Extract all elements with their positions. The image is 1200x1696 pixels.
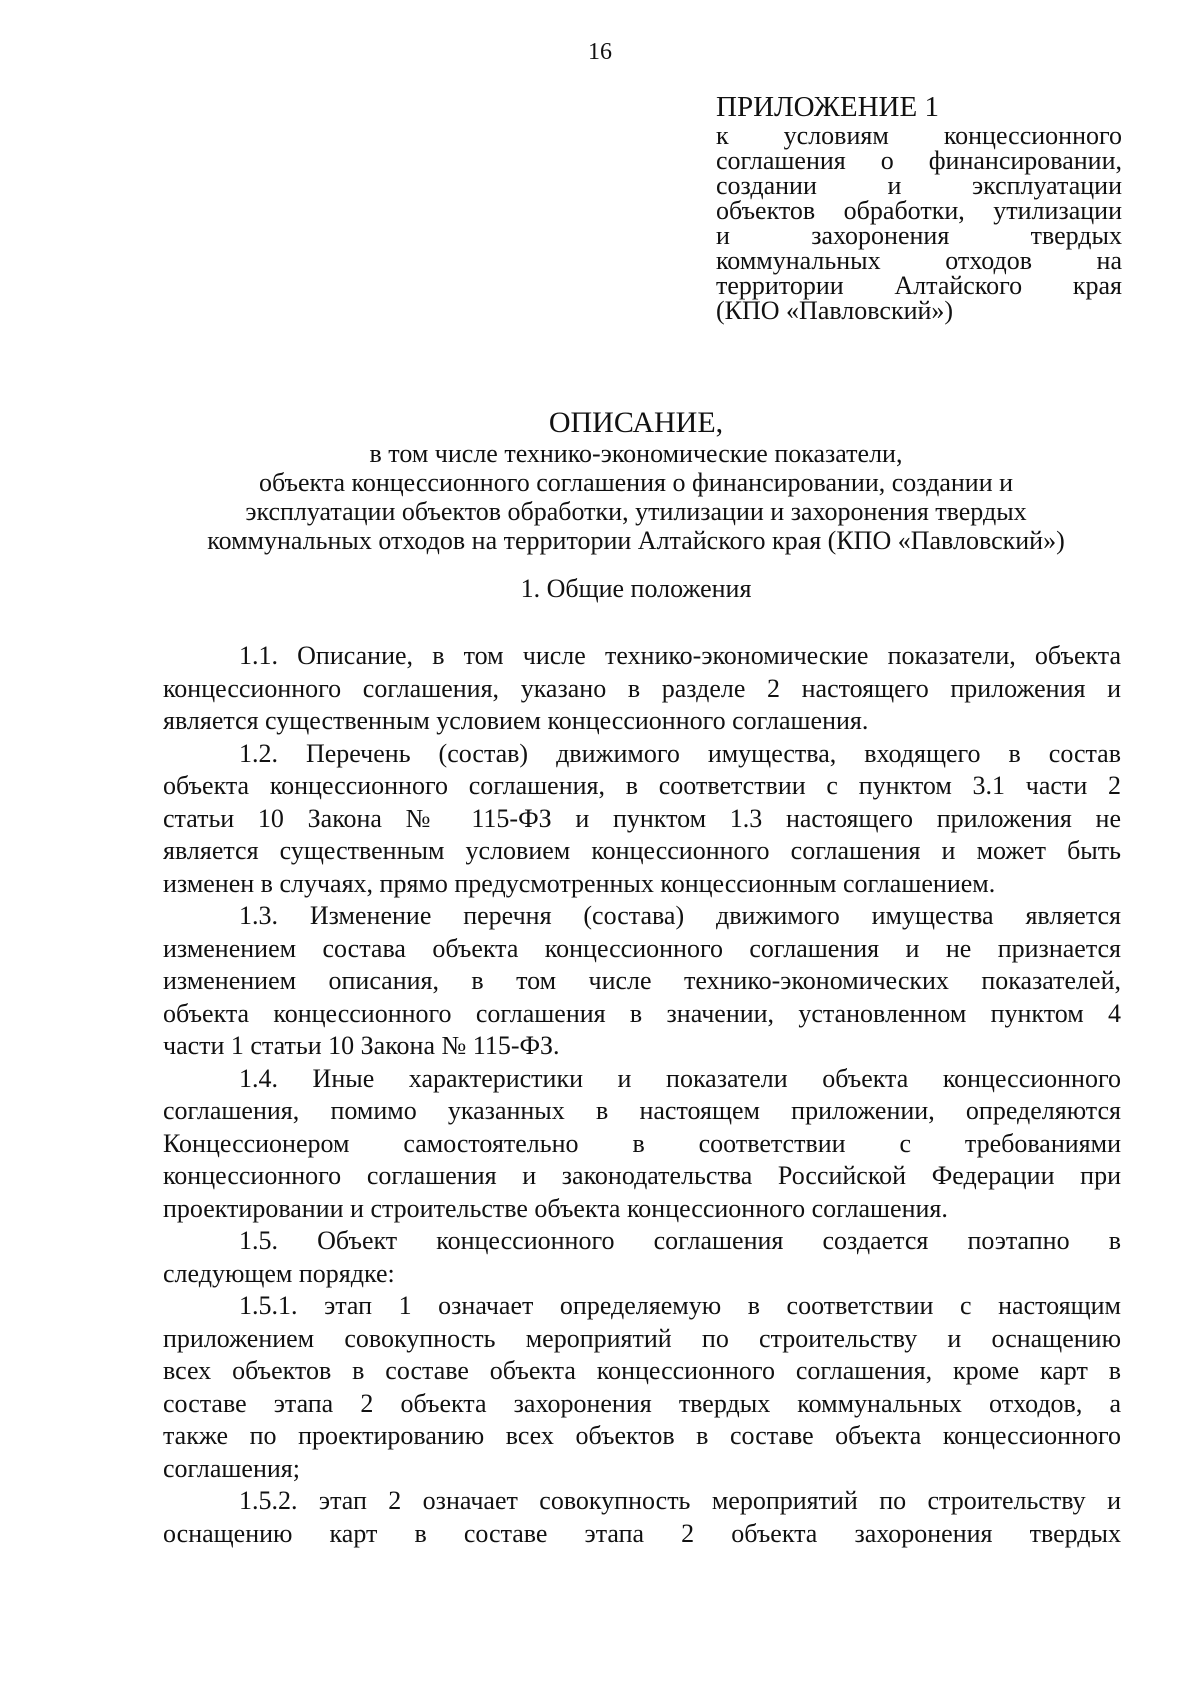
paragraph-line: всех объектов в составе объекта концессионного соглашения, кроме карт в xyxy=(163,1356,1121,1385)
paragraph-line: объекта концессионного соглашения, в соответствии с пунктом 3.1 части 2 xyxy=(163,771,1121,800)
paragraph-1-5-1 xyxy=(163,1290,1121,1485)
paragraph-line: оснащению карт в составе этапа 2 объекта захоронения твердых xyxy=(163,1518,1121,1548)
heading-line: объекта концессионного соглашения о финансировании, создании и xyxy=(258,468,1014,497)
page-number: 16 xyxy=(588,39,612,65)
paragraph-1-5 xyxy=(163,1225,1121,1290)
paragraph-line: соглашения, помимо указанных в настоящем приложении, определяются xyxy=(163,1096,1121,1125)
paragraph-line: 1.2. Перечень (состав) движимого имущества, входящего в состав xyxy=(239,738,1121,768)
paragraph-line: является существенным условием концессионного соглашения. xyxy=(163,706,869,735)
appendix-line: к условиям концессионного xyxy=(716,121,1122,150)
paragraph-line: 1.3. Изменение перечня (состава) движимого имущества является xyxy=(239,901,1121,930)
paragraph-1-5-2 xyxy=(163,1485,1121,1550)
paragraph-1-4 xyxy=(163,1063,1121,1226)
paragraph-1-1 xyxy=(163,640,1121,738)
paragraph-line: концессионного соглашения и законодательства Российской Федерации при xyxy=(163,1161,1121,1190)
paragraph-1-3 xyxy=(163,900,1121,1063)
paragraph-1-2 xyxy=(163,738,1121,901)
appendix-block xyxy=(716,91,1122,323)
paragraph-line: является существенным условием концессионного соглашения и может быть xyxy=(163,836,1121,865)
paragraph-line: изменением состава объекта концессионного соглашения и не признается xyxy=(163,933,1121,963)
paragraph-line: части 1 статьи 10 Закона № 115-ФЗ. xyxy=(163,1031,560,1060)
appendix-line: (КПО «Павловский») xyxy=(716,296,954,325)
document-heading xyxy=(150,406,1122,555)
heading-line: эксплуатации объектов обработки, утилизации и захоронения твердых xyxy=(245,497,1027,526)
paragraph-line: соглашения; xyxy=(163,1453,300,1483)
paragraph-line: 1.5.1. этап 1 означает определяемую в соответствии с настоящим xyxy=(239,1291,1121,1320)
body-text xyxy=(163,640,1121,1550)
appendix-line: соглашения о финансировании, xyxy=(716,146,1122,175)
heading-title: ОПИСАНИЕ, xyxy=(548,406,724,439)
heading-line: в том числе технико-экономические показатели, xyxy=(369,439,903,468)
paragraph-line: изменением описания, в том числе технико-экономических показателей, xyxy=(163,966,1121,995)
paragraph-line: Концессионером самостоятельно в соответствии с требованиями xyxy=(163,1128,1121,1158)
paragraph-line: составе этапа 2 объекта захоронения твердых коммунальных отходов, а xyxy=(163,1388,1121,1418)
paragraph-line: статьи 10 Закона № 115-ФЗ и пунктом 1.3 настоящего приложения не xyxy=(163,803,1121,833)
paragraph-line: концессионного соглашения, указано в разделе 2 настоящего приложения и xyxy=(163,673,1121,703)
paragraph-line: изменен в случаях, прямо предусмотренных концессионным соглашением. xyxy=(163,868,996,898)
paragraph-line: 1.5. Объект концессионного соглашения создается поэтапно в xyxy=(239,1226,1121,1255)
paragraph-line: проектировании и строительстве объекта концессионного соглашения. xyxy=(163,1193,948,1223)
paragraph-line: объекта концессионного соглашения в значении, установленном пунктом 4 xyxy=(163,998,1121,1028)
paragraph-line: также по проектированию всех объектов в составе объекта концессионного xyxy=(163,1421,1121,1450)
paragraph-line: 1.5.2. этап 2 означает совокупность мероприятий по строительству и xyxy=(239,1486,1121,1515)
appendix-line: создании и эксплуатации xyxy=(716,171,1122,200)
appendix-line: и захоронения твердых xyxy=(716,221,1122,250)
heading-line: коммунальных отходов на территории Алтайского края (КПО «Павловский») xyxy=(207,526,1065,555)
appendix-line: объектов обработки, утилизации xyxy=(716,196,1122,225)
appendix-line: территории Алтайского края xyxy=(716,271,1122,300)
paragraph-line: приложением совокупность мероприятий по строительству и оснащению xyxy=(163,1323,1121,1353)
paragraph-line: 1.1. Описание, в том числе технико-экономические показатели, объекта xyxy=(239,641,1121,670)
paragraph-line: 1.4. Иные характеристики и показатели объекта концессионного xyxy=(239,1063,1121,1093)
section-title: 1. Общие положения xyxy=(520,574,752,603)
appendix-title: ПРИЛОЖЕНИЕ 1 xyxy=(716,91,939,123)
paragraph-line: следующем порядке: xyxy=(163,1258,395,1288)
appendix-line: коммунальных отходов на xyxy=(716,246,1122,275)
